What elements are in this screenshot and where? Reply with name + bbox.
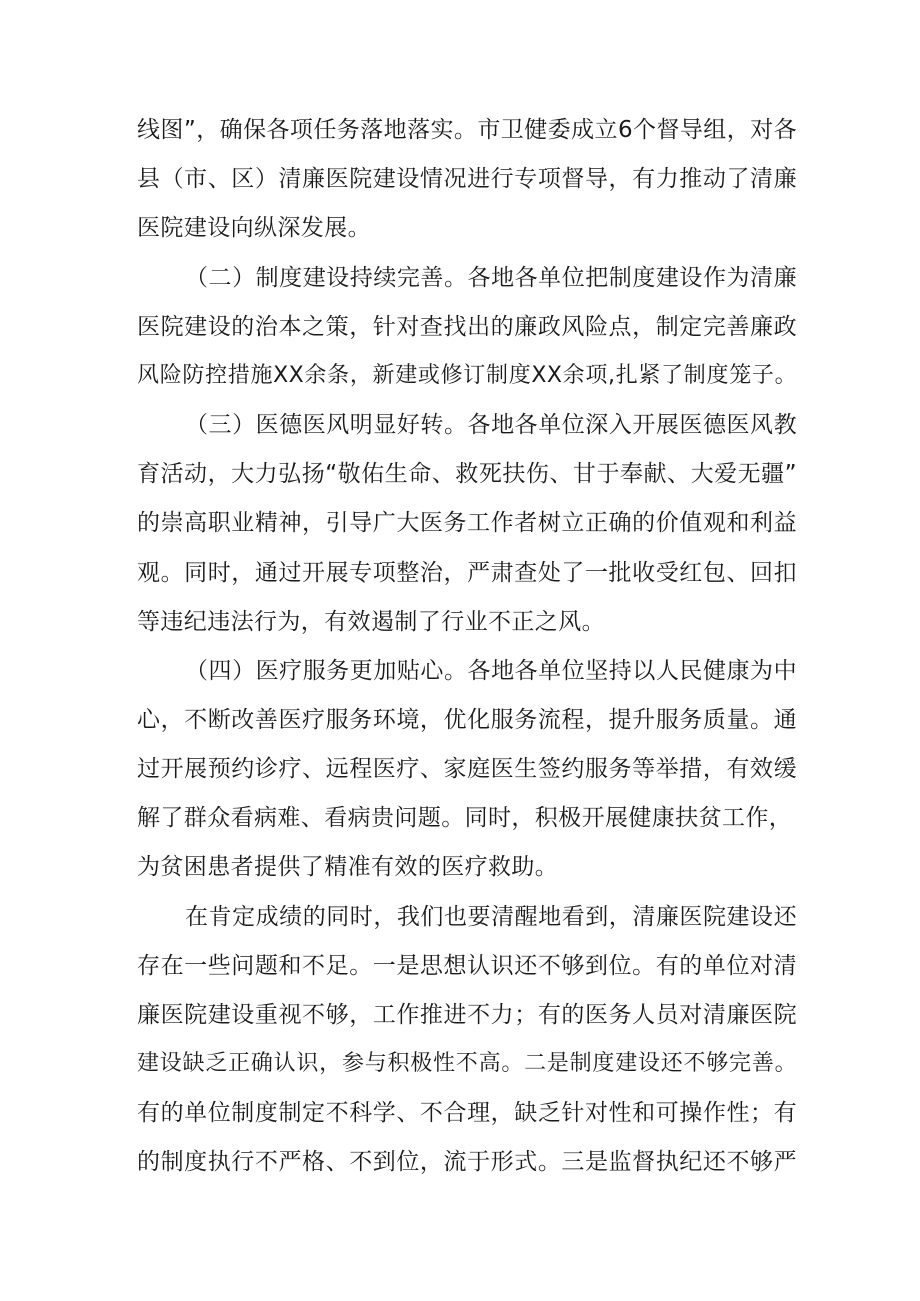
text-line-19: 廉医院建设重视不够，工作推进不力；有的医务人员对清廉医院 xyxy=(137,1002,797,1028)
text-line-18: 存在一些问题和不足。一是思想认识还不够到位。有的单位对清 xyxy=(137,953,797,979)
section-heading-4: （四）医疗服务更加贴心。各地各单位坚持以人民健康为中 xyxy=(185,658,797,684)
text-line-11: 等违纪违法行为，有效遏制了行业不正之风。 xyxy=(137,609,605,635)
text-line-9: 的崇高职业精神，引导广大医务工作者树立正确的价值观和利益 xyxy=(137,510,797,536)
section-heading-2: （二）制度建设持续完善。各地各单位把制度建设作为清廉 xyxy=(185,265,797,291)
paragraph-intro: 在肯定成绩的同时，我们也要清醒地看到，清廉医院建设还 xyxy=(185,904,797,930)
text-line-5: 医院建设的治本之策，针对查找出的廉政风险点，制定完善廉政 xyxy=(137,314,797,340)
section-heading-3: （三）医德医风明显好转。各地各单位深入开展医德医风教 xyxy=(185,412,797,438)
text-line-3: 医院建设向纵深发展。 xyxy=(137,215,371,241)
text-line-8: 育活动，大力弘扬“敬佑生命、救死扶伤、甘于奉献、大爱无疆” xyxy=(137,461,797,487)
text-line-6: 风险防控措施XX余条，新建或修订制度XX余项,扎紧了制度笼子。 xyxy=(137,363,797,388)
text-line-20: 建设缺乏正确认识，参与积极性不高。二是制度建设还不够完善。 xyxy=(137,1051,797,1076)
text-line-22: 的制度执行不严格、不到位，流于形式。三是监督执纪还不够严 xyxy=(137,1149,797,1175)
text-line-1: 线图”，确保各项任务落地落实。市卫健委成立6个督导组，对各 xyxy=(137,117,797,143)
text-line-10: 观。同时，通过开展专项整治，严肃查处了一批收受红包、回扣 xyxy=(137,560,797,586)
text-line-15: 解了群众看病难、看病贵问题。同时，积极开展健康扶贫工作， xyxy=(137,805,793,831)
text-line-2: 县（市、区）清廉医院建设情况进行专项督导，有力推动了清廉 xyxy=(137,166,797,192)
text-line-13: 心，不断改善医疗服务环境，优化服务流程，提升服务质量。通 xyxy=(137,707,797,733)
text-line-14: 过开展预约诊疗、远程医疗、家庭医生签约服务等举措，有效缓 xyxy=(137,756,797,782)
text-line-21: 有的单位制度制定不科学、不合理，缺乏针对性和可操作性；有 xyxy=(137,1100,797,1126)
text-line-16: 为贫困患者提供了精准有效的医疗救助。 xyxy=(137,854,559,880)
